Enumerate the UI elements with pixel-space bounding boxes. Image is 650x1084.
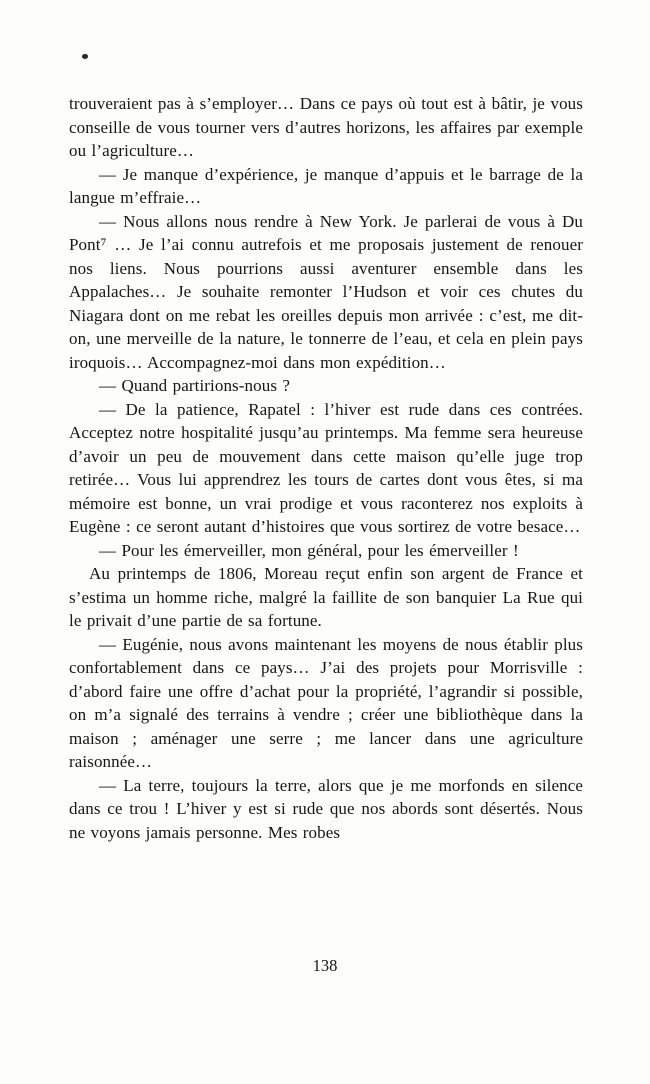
body-paragraph: — Eugénie, nous avons maintenant les moyens de nous établir plus confortablement dans ce pays… J’ai des projets pour Morrisville : d’abord faire une offre d’achat pour la propriété, l’agrandir si possible, on m’a signalé des terrains à vendre ; créer une bibliothèque dans la maison ; aménager une serre ; me lancer dans une agriculture raisonnée… (69, 634, 583, 771)
scan-artifact (82, 53, 89, 59)
body-paragraph: — Je manque d’expérience, je manque d’appuis et le barrage de la langue m’effraie… (69, 164, 583, 207)
body-paragraph: — De la patience, Rapatel : l’hiver est rude dans ces contrées. Acceptez notre hospitalité jusqu’au printemps. Ma femme sera heureuse d’avoir un peu de mouvement dans cette maison qu’elle juge trop retirée… Vous lui apprendrez les tours de cartes dont vous êtes, si ma mémoire est bonne, un vrai prodige et vous raconterez nos exploits à Eugène : ce seront autant d’histoires que vous sortirez de votre besace… (69, 399, 583, 536)
text-block (69, 92, 583, 844)
body-paragraph: — Pour les émerveiller, mon général, pour les émerveiller ! (99, 540, 519, 560)
body-paragraph: — Quand partirions-nous ? (99, 376, 291, 395)
body-paragraph: — Nous allons nous rendre à New York. Je parlerai de vous à Du Pont⁷ … Je l’ai connu autrefois et me proposais justement de renouer nos liens. Nous pourrions aussi aventurer ensemble dans les Appalaches… Je souhaite remonter l’Hudson et voir ces chutes du Niagara dont on me rebat les oreilles depuis mon arrivée : c’est, me dit-on, une merveille de la nature, le tonnerre de l’eau, et cela en plein pays iroquois… Accompagnez-moi dans mon expédition… (69, 211, 583, 372)
body-paragraph: — La terre, toujours la terre, alors que je me morfonds en silence dans ce trou ! L’hiver y est si rude que nos abords sont désertés. Nous ne voyons jamais personne. Mes robes (69, 775, 583, 842)
body-paragraph: trouveraient pas à s’employer… Dans ce pays où tout est à bâtir, je vous conseille de vous tourner vers d’autres horizons, les affaires par exemple ou l’agriculture… (69, 94, 583, 160)
page-number: 138 (312, 956, 338, 975)
body-paragraph: Au printemps de 1806, Moreau reçut enfin son argent de France et s’estima un homme riche, malgré la faillite de son banquier La Rue qui le privait d’une partie de sa fortune. (69, 564, 583, 630)
